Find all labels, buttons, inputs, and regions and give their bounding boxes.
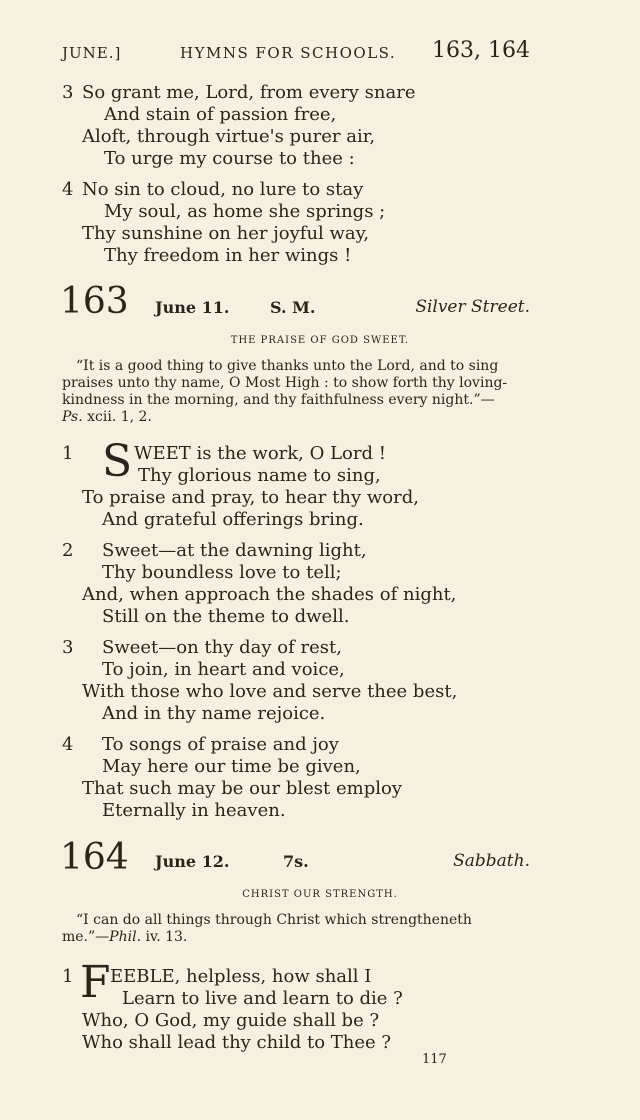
stanza-line: Still on the theme to dwell.	[102, 606, 350, 627]
hymn-meter: 7s.	[283, 852, 309, 871]
epigraph-line: me.”—	[62, 929, 110, 945]
stanza-line: Aloft, through virtue's purer air,	[82, 126, 376, 147]
reference-verse: xcii. 1, 2.	[87, 409, 152, 425]
epigraph-line: “I can do all things through Christ which strengtheneth	[76, 912, 472, 928]
stanza-line: May here our time be given,	[102, 756, 361, 777]
epigraph-line: kindness in the morning, and thy faithfulness every night.”—	[62, 392, 495, 408]
epigraph-line: praises unto thy name, O Most High : to show forth thy loving-	[62, 375, 508, 391]
stanza-line: That such may be our blest employ	[82, 778, 402, 799]
stanza-line: WEET is the work, O Lord !	[134, 443, 386, 464]
stanza-line: With those who love and serve thee best,	[82, 681, 458, 702]
hymn-date: June 11.	[155, 298, 230, 317]
reference-book: Ps.	[62, 409, 83, 425]
stanza-line: Thy freedom in her wings !	[104, 245, 352, 266]
stanza-line: No sin to cloud, no lure to stay	[82, 179, 364, 200]
stanza-number: 1	[62, 443, 74, 464]
stanza-number: 4	[62, 179, 74, 200]
epigraph-reference	[62, 409, 152, 426]
reference-book: Phil.	[109, 929, 142, 945]
stanza-line: Thy sunshine on her joyful way,	[82, 223, 370, 244]
drop-cap: S	[102, 436, 133, 487]
drop-cap: F	[80, 957, 111, 1008]
hymn-title: CHRIST OUR STRENGTH.	[242, 889, 398, 900]
stanza-number: 4	[62, 734, 74, 755]
epigraph-reference	[62, 929, 187, 946]
stanza-line: And stain of passion free,	[104, 104, 337, 125]
hymn-title: THE PRAISE OF GOD SWEET.	[230, 335, 410, 346]
stanza-line: And in thy name rejoice.	[102, 703, 326, 724]
header-month: JUNE.]	[62, 44, 122, 62]
stanza-line: And grateful offerings bring.	[102, 509, 364, 530]
stanza-number: 2	[62, 540, 74, 561]
hymn-meter: S. M.	[270, 298, 316, 317]
page-number: 117	[422, 1052, 447, 1067]
epigraph-line: “It is a good thing to give thanks unto the Lord, and to sing	[76, 358, 499, 374]
stanza-line: To join, in heart and voice,	[102, 659, 345, 680]
stanza-line: Eternally in heaven.	[102, 800, 286, 821]
stanza-line: Thy glorious name to sing,	[138, 465, 381, 486]
running-header	[62, 38, 530, 68]
stanza-number: 1	[62, 966, 74, 987]
stanza-line: My soul, as home she springs ;	[104, 201, 386, 222]
header-hymn-range: 163, 164	[432, 38, 530, 63]
stanza-line: So grant me, Lord, from every snare	[82, 82, 416, 103]
hymn-number: 164	[60, 837, 129, 878]
stanza-line: Learn to live and learn to die ?	[122, 988, 403, 1009]
stanza-line: EEBLE, helpless, how shall I	[110, 966, 372, 987]
hymn-date: June 12.	[155, 852, 230, 871]
hymn-number: 163	[60, 281, 129, 322]
stanza-line: Who shall lead thy child to Thee ?	[82, 1032, 392, 1053]
stanza-line: Sweet—on thy day of rest,	[102, 637, 342, 658]
stanza-line: To praise and pray, to hear thy word,	[82, 487, 419, 508]
stanza-line: And, when approach the shades of night,	[82, 584, 457, 605]
reference-verse: iv. 13.	[145, 929, 188, 945]
hymn-tune: Silver Street.	[415, 297, 530, 317]
stanza-line: Thy boundless love to tell;	[102, 562, 342, 583]
stanza-line: To urge my course to thee :	[104, 148, 355, 169]
stanza-number: 3	[62, 82, 74, 103]
stanza-line: To songs of praise and joy	[102, 734, 339, 755]
stanza-number: 3	[62, 637, 74, 658]
stanza-line: Who, O God, my guide shall be ?	[82, 1010, 380, 1031]
hymn-tune: Sabbath.	[453, 851, 530, 871]
header-title: HYMNS FOR SCHOOLS.	[180, 44, 397, 62]
stanza-line: Sweet—at the dawning light,	[102, 540, 367, 561]
